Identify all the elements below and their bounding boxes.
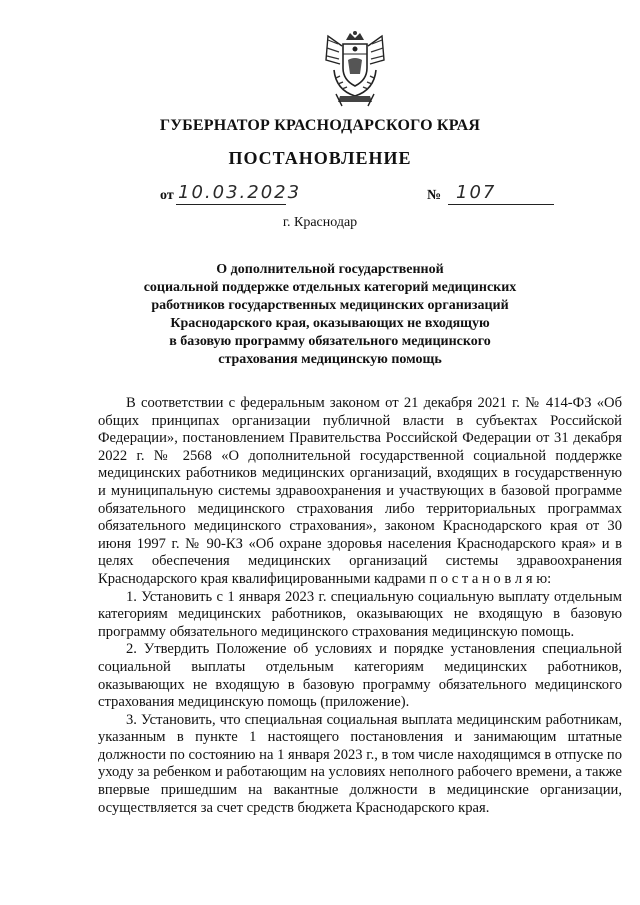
- krasnodar-coat-of-arms-icon: [322, 30, 388, 108]
- subject-line: О дополнительной государственной: [216, 262, 444, 277]
- subject-line: Краснодарского края, оказывающих не входящую: [170, 316, 490, 331]
- city-line: г. Краснодар: [282, 215, 358, 230]
- decree-subject: [140, 261, 520, 369]
- preamble-paragraph: В соответствии с федеральным законом от 21 декабря 2021 г. № 414-ФЗ «Об общих принципах организации публичной власти в субъектах Российской Федерации», постановлением Правительства Российской Федерации от 31 декабря 2022 г. № 2568 «О дополнительной государственной социальной поддержке медицинских работников медицинских организаций, входящих в государственную и муниципальную системы здравоохранения и участвующих в базовой программе обязательного медицинского страхования либо территориальных программах обязательного медицинского страхования», законом Краснодарского края от 30 июня 1997 г. № 90-КЗ «Об охране здоровья населения Краснодарского края» и в целях обеспечения медицинских организаций системы здравоохранения Краснодарского края квалифицированными кадрами п о с т а н о в л я ю:: [98, 395, 622, 587]
- date-number-row: [0, 184, 640, 208]
- subject-line: в базовую программу обязательного медицинского: [169, 334, 491, 349]
- number-underline: [448, 204, 554, 205]
- date-underline: [176, 204, 286, 205]
- subject-line: социальной поддержке отдельных категорий медицинских: [143, 280, 517, 295]
- item-1-paragraph: 1. Установить с 1 января 2023 г. специальную социальную выплату отдельным категориям медицинских работников, оказывающих не входящую в базовую программу обязательного медицинского страхования медицинскую помощь.: [98, 588, 622, 640]
- issuing-authority: ГУБЕРНАТОР КРАСНОДАРСКОГО КРАЯ: [159, 117, 481, 134]
- decree-date: 10.03.2023: [178, 182, 302, 203]
- number-label: №: [427, 188, 442, 203]
- subject-line: работников государственных медицинских организаций: [151, 298, 509, 313]
- date-label: от: [160, 188, 174, 203]
- item-3-paragraph: 3. Установить, что специальная социальная выплата медицинским работникам, указанным в пункте 1 настоящего постановления и занимающим штатные должности по состоянию на 1 января 2023 г., в том числе находящимся в отпуске по уходу за ребенком и работающим на условиях неполного рабочего времени, а также впервые пришедшим на вакантные должности в медицинские организации, осуществляется за счет средств бюджета Краснодарского края.: [98, 711, 622, 816]
- decree-body: [98, 395, 622, 817]
- document-type: ПОСТАНОВЛЕНИЕ: [228, 148, 412, 168]
- item-2-paragraph: 2. Утвердить Положение об условиях и порядке установления специальной социальной выплаты отдельным категориям медицинских работников, оказывающих не входящую в базовую программу обязательного медицинского страхования медицинскую помощь (приложение).: [98, 641, 622, 711]
- subject-line: страхования медицинскую помощь: [218, 352, 442, 367]
- decree-number: 107: [456, 182, 497, 203]
